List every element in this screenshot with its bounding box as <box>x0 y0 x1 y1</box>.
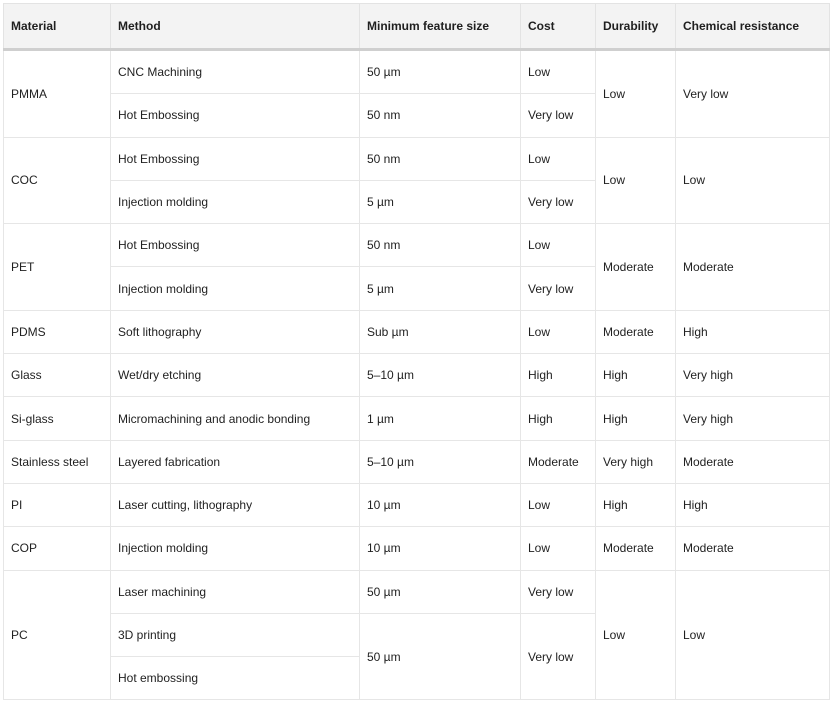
material-cell: PET <box>4 224 111 311</box>
cost-cell: Low <box>521 50 596 94</box>
material-cell: PI <box>4 483 111 526</box>
method-cell: Micromachining and anodic bonding <box>111 397 360 440</box>
durability-cell: Low <box>596 50 676 138</box>
durability-cell: Very high <box>596 440 676 483</box>
durability-cell: Moderate <box>596 224 676 311</box>
method-cell: Injection molding <box>111 527 360 570</box>
header-min-feature-size: Minimum feature size <box>360 4 521 50</box>
materials-table <box>3 3 830 700</box>
cost-cell: Low <box>521 310 596 353</box>
header-chemical-resistance: Chemical resistance <box>676 4 830 50</box>
header-cost: Cost <box>521 4 596 50</box>
size-cell: 1 µm <box>360 397 521 440</box>
material-cell: Stainless steel <box>4 440 111 483</box>
method-cell: Injection molding <box>111 267 360 310</box>
material-cell: Si-glass <box>4 397 111 440</box>
table-row <box>4 570 830 613</box>
cost-cell: Very low <box>521 570 596 613</box>
table-row <box>4 440 830 483</box>
chemical-cell: Very low <box>676 50 830 138</box>
size-cell: 50 µm <box>360 570 521 613</box>
header-method: Method <box>111 4 360 50</box>
chemical-cell: Moderate <box>676 440 830 483</box>
chemical-cell: Moderate <box>676 527 830 570</box>
durability-cell: High <box>596 483 676 526</box>
cost-cell: Very low <box>521 267 596 310</box>
durability-cell: Low <box>596 570 676 700</box>
durability-cell: High <box>596 354 676 397</box>
size-cell: 50 nm <box>360 137 521 180</box>
material-cell: PC <box>4 570 111 700</box>
chemical-cell: Very high <box>676 397 830 440</box>
cost-cell: Very low <box>521 94 596 137</box>
size-cell: 5–10 µm <box>360 440 521 483</box>
table-row <box>4 50 830 94</box>
chemical-cell: Low <box>676 570 830 700</box>
durability-cell: Moderate <box>596 310 676 353</box>
method-cell: Hot embossing <box>111 657 360 700</box>
cost-cell: Low <box>521 224 596 267</box>
chemical-cell: Moderate <box>676 224 830 311</box>
size-cell: 10 µm <box>360 527 521 570</box>
table-row <box>4 224 830 267</box>
size-cell: 10 µm <box>360 483 521 526</box>
material-cell: PDMS <box>4 310 111 353</box>
table-row <box>4 527 830 570</box>
method-cell: Wet/dry etching <box>111 354 360 397</box>
method-cell: Laser cutting, lithography <box>111 483 360 526</box>
chemical-cell: High <box>676 310 830 353</box>
cost-cell: Moderate <box>521 440 596 483</box>
method-cell: Injection molding <box>111 180 360 223</box>
size-cell: 5 µm <box>360 180 521 223</box>
materials-table-container <box>3 3 829 700</box>
table-row <box>4 354 830 397</box>
size-cell: Sub µm <box>360 310 521 353</box>
method-cell: Laser machining <box>111 570 360 613</box>
table-row <box>4 483 830 526</box>
material-cell: PMMA <box>4 50 111 138</box>
size-cell: 50 µm <box>360 50 521 94</box>
size-cell: 50 nm <box>360 224 521 267</box>
cost-cell: Very low <box>521 180 596 223</box>
cost-cell: Low <box>521 137 596 180</box>
chemical-cell: Low <box>676 137 830 224</box>
size-cell: 50 nm <box>360 94 521 137</box>
cost-cell: Very low <box>521 613 596 700</box>
size-cell: 50 µm <box>360 613 521 700</box>
durability-cell: Moderate <box>596 527 676 570</box>
header-durability: Durability <box>596 4 676 50</box>
size-cell: 5–10 µm <box>360 354 521 397</box>
size-cell: 5 µm <box>360 267 521 310</box>
cost-cell: Low <box>521 527 596 570</box>
chemical-cell: High <box>676 483 830 526</box>
durability-cell: Low <box>596 137 676 224</box>
cost-cell: High <box>521 354 596 397</box>
material-cell: COC <box>4 137 111 224</box>
method-cell: Layered fabrication <box>111 440 360 483</box>
table-row <box>4 137 830 180</box>
method-cell: Hot Embossing <box>111 137 360 180</box>
table-row <box>4 310 830 353</box>
method-cell: 3D printing <box>111 613 360 656</box>
material-cell: Glass <box>4 354 111 397</box>
chemical-cell: Very high <box>676 354 830 397</box>
header-row <box>4 4 830 50</box>
method-cell: Hot Embossing <box>111 94 360 137</box>
method-cell: Hot Embossing <box>111 224 360 267</box>
method-cell: Soft lithography <box>111 310 360 353</box>
table-row <box>4 397 830 440</box>
method-cell: CNC Machining <box>111 50 360 94</box>
header-material: Material <box>4 4 111 50</box>
material-cell: COP <box>4 527 111 570</box>
cost-cell: High <box>521 397 596 440</box>
cost-cell: Low <box>521 483 596 526</box>
durability-cell: High <box>596 397 676 440</box>
